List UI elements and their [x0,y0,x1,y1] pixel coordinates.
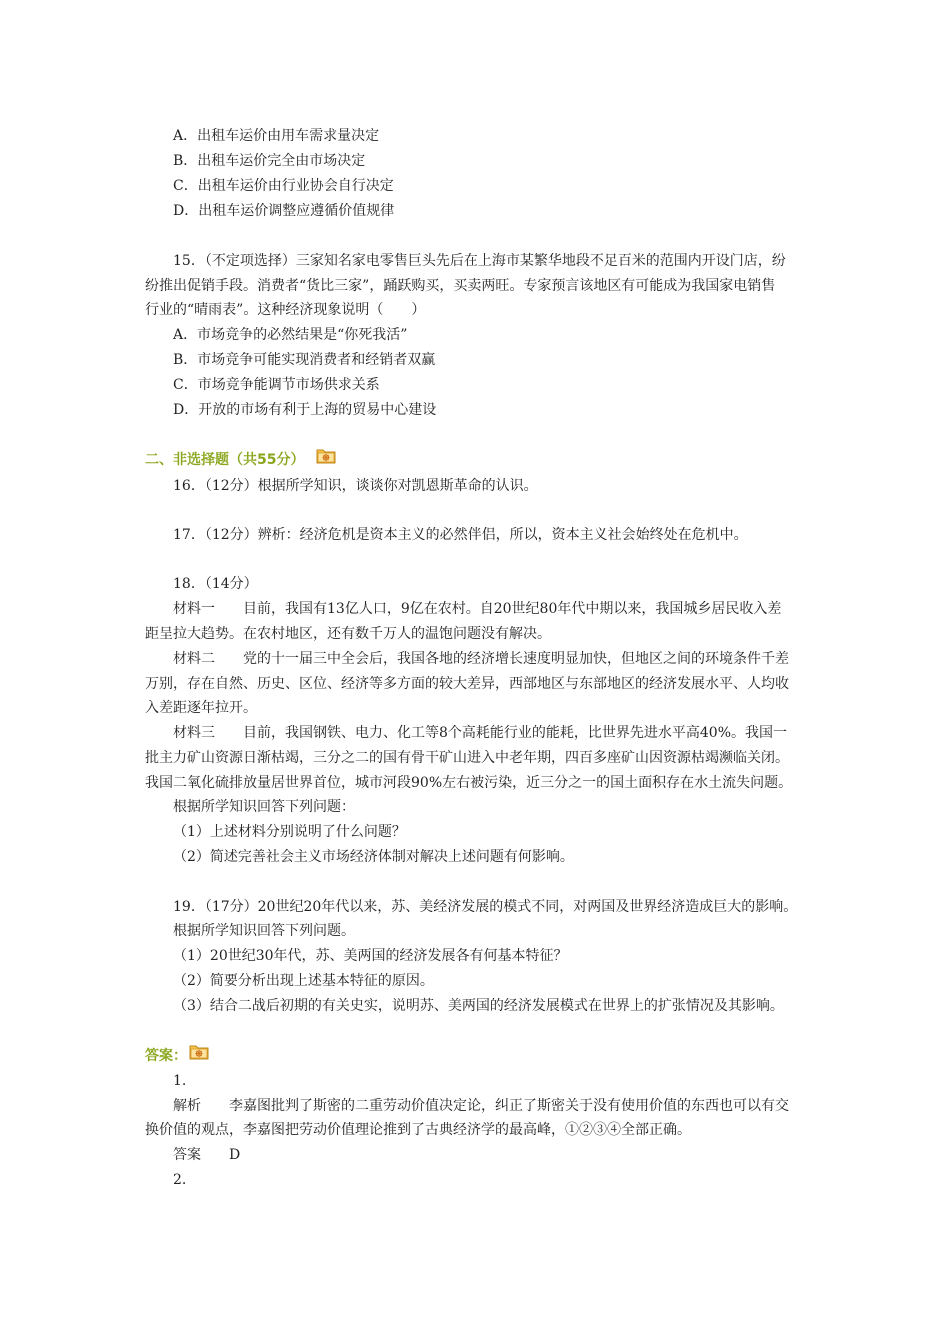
q18-material1-line-2: 距呈拉大趋势。在农村地区，还有数千万人的温饱问题没有解决。 [145,626,551,642]
q16-stem: 16．（12分）根据所学知识，谈谈你对凯恩斯革命的认识。 [173,478,538,494]
q18-title: 18．（14分） [173,576,258,592]
answer-1-number: 1. [173,1073,187,1089]
q15-option-b: B．市场竞争可能实现消费者和经销者双赢 [173,352,436,368]
answer-1-analysis-line-2: 换价值的观点，李嘉图把劳动价值理论推到了古典经济学的最高峰，①②③④全部正确。 [145,1122,691,1138]
q18-material3-line-1: 材料三 目前，我国钢铁、电力、化工等8个高耗能行业的能耗，比世界先进水平高40%。我国一 [173,725,788,741]
q18-sub-1: （1）上述材料分别说明了什么问题？ [173,824,406,840]
q19-stem-line-2: 根据所学知识回答下列问题。 [173,923,355,939]
q15-option-c: C．市场竞争能调节市场供求关系 [173,377,380,393]
q14-option-d: D．出租车运价调整应遵循价值规律 [173,203,395,219]
q18-material2-line-3: 入差距逐年拉开。 [145,700,257,716]
q18-material2-line-2: 万别，存在自然、历史、区位、经济等多方面的较大差异，西部地区与东部地区的经济发展水平、人均收 [145,676,789,692]
q19-sub-3: （3）结合二战后初期的有关史实，说明苏、美两国的经济发展模式在世界上的扩张情况及其影响。 [173,998,784,1014]
answer-2-number: 2. [173,1172,187,1188]
q19-sub-2: （2）简要分析出现上述基本特征的原因。 [173,973,434,989]
q15-option-a: A．市场竞争的必然结果是“你死我活” [173,327,408,343]
q15-option-d: D．开放的市场有利于上海的贸易中心建设 [173,402,437,418]
answer-1-answer: 答案 D [173,1147,241,1163]
q18-material2-line-1: 材料二 党的十一届三中全会后，我国各地的经济增长速度明显加快，但地区之间的环境条件千差 [173,651,789,667]
q18-material3-line-3: 我国二氧化硫排放量居世界首位，城市河段90%左右被污染，近三分之一的国土面积存在水土流失问题。 [145,775,793,791]
section-heading-non-choice: 二、非选择题（共55分） [145,452,305,468]
q18-material3-line-2: 批主力矿山资源日渐枯竭，三分之二的国有骨干矿山进入中老年期，四百多座矿山因资源枯竭濒临关闭。 [145,750,789,766]
answer-1-analysis-line-1: 解析 李嘉图批判了斯密的二重劳动价值决定论，纠正了斯密关于没有使用价值的东西也可以有交 [173,1098,789,1114]
q18-prompt: 根据所学知识回答下列问题： [173,799,355,815]
q15-stem-line-2: 纷推出促销手段。消费者“货比三家”，踊跃购买，买卖两旺。专家预言该地区有可能成为我国家电销售 [145,278,776,294]
folder-icon[interactable] [316,447,336,464]
answers-heading: 答案： [145,1048,187,1064]
q18-material1-line-1: 材料一 目前，我国有13亿人口，9亿在农村。自20世纪80年代中期以来，我国城乡居民收入差 [173,601,782,617]
q19-stem-line-1: 19．（17分）20世纪20年代以来，苏、美经济发展的模式不同，对两国及世界经济造成巨大的影响。 [173,899,798,915]
q17-stem: 17．（12分）辨析：经济危机是资本主义的必然伴侣，所以，资本主义社会始终处在危机中。 [173,527,748,543]
q14-option-a: A．出租车运价由用车需求量决定 [173,128,380,144]
q15-stem-line-3: 行业的“晴雨表”。这种经济现象说明（ ） [145,302,426,318]
q19-sub-1: （1）20世纪30年代，苏、美两国的经济发展各有何基本特征？ [173,948,568,964]
q15-stem-line-1: 15．（不定项选择）三家知名家电零售巨头先后在上海市某繁华地段不足百米的范围内开设门店，纷 [173,253,786,269]
q14-option-c: C．出租车运价由行业协会自行决定 [173,178,394,194]
q14-option-b: B．出租车运价完全由市场决定 [173,153,366,169]
folder-icon[interactable] [189,1043,209,1060]
q18-sub-2: （2）简述完善社会主义市场经济体制对解决上述问题有何影响。 [173,849,574,865]
